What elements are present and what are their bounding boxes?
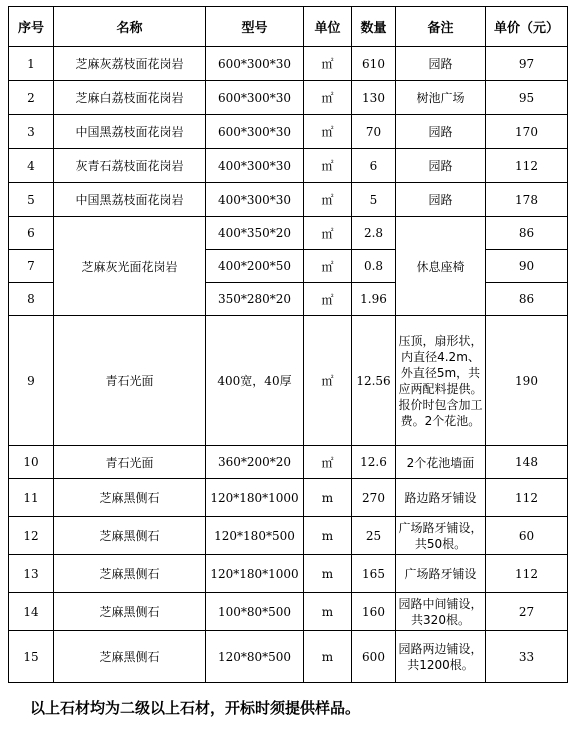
row-name: 芝麻黑侧石	[54, 517, 206, 555]
row-price: 112	[486, 149, 568, 183]
row-unit: ㎡	[304, 183, 352, 217]
row-quantity: 2.8	[352, 217, 396, 250]
row-quantity: 12.56	[352, 316, 396, 446]
row-index: 3	[9, 115, 54, 149]
row-note: 园路	[396, 115, 486, 149]
table-row	[9, 479, 568, 517]
row-index: 13	[9, 555, 54, 593]
row-unit: m	[304, 631, 352, 683]
row-note: 园路	[396, 149, 486, 183]
row-price: 190	[486, 316, 568, 446]
row-name: 芝麻灰光面花岗岩	[54, 217, 206, 316]
row-unit: ㎡	[304, 115, 352, 149]
row-model: 120*180*1000	[206, 479, 304, 517]
row-index: 11	[9, 479, 54, 517]
row-price: 86	[486, 283, 568, 316]
table-row	[9, 316, 568, 446]
header-unit-price: 单价（元）	[486, 7, 568, 47]
row-name: 青石光面	[54, 446, 206, 479]
row-quantity: 600	[352, 631, 396, 683]
row-note: 园路	[396, 183, 486, 217]
row-index: 1	[9, 47, 54, 81]
row-index: 9	[9, 316, 54, 446]
row-model: 100*80*500	[206, 593, 304, 631]
header-note: 备注	[396, 7, 486, 47]
row-name: 芝麻黑侧石	[54, 479, 206, 517]
row-note: 压顶，扇形状，内直径4.2m、外直径5m，共应两配料提供。报价时包含加工费。2个花池。	[396, 316, 486, 446]
row-unit: ㎡	[304, 446, 352, 479]
table-row	[9, 517, 568, 555]
stone-price-table	[8, 6, 568, 683]
row-name: 中国黑荔枝面花岗岩	[54, 115, 206, 149]
row-quantity: 6	[352, 149, 396, 183]
row-quantity: 0.8	[352, 250, 396, 283]
row-index: 6	[9, 217, 54, 250]
header-model: 型号	[206, 7, 304, 47]
table-row	[9, 446, 568, 479]
row-price: 33	[486, 631, 568, 683]
row-price: 95	[486, 81, 568, 115]
row-note: 园路两边铺设，共1200根。	[396, 631, 486, 683]
row-note: 树池广场	[396, 81, 486, 115]
header-quantity: 数量	[352, 7, 396, 47]
row-price: 97	[486, 47, 568, 81]
row-note: 2个花池墙面	[396, 446, 486, 479]
table-row	[9, 217, 568, 250]
row-unit: ㎡	[304, 283, 352, 316]
row-model: 400*200*50	[206, 250, 304, 283]
row-price: 148	[486, 446, 568, 479]
header-row	[9, 7, 568, 47]
row-quantity: 610	[352, 47, 396, 81]
row-name: 中国黑荔枝面花岗岩	[54, 183, 206, 217]
row-index: 2	[9, 81, 54, 115]
row-model: 400*350*20	[206, 217, 304, 250]
row-unit: ㎡	[304, 250, 352, 283]
table-row	[9, 81, 568, 115]
row-model: 600*300*30	[206, 115, 304, 149]
row-quantity: 160	[352, 593, 396, 631]
row-model: 400*300*30	[206, 183, 304, 217]
table-row	[9, 183, 568, 217]
row-price: 90	[486, 250, 568, 283]
row-unit: ㎡	[304, 217, 352, 250]
row-note: 路边路牙铺设	[396, 479, 486, 517]
row-index: 12	[9, 517, 54, 555]
row-price: 178	[486, 183, 568, 217]
footnote: 以上石材均为二级以上石材，开标时须提供样品。	[30, 699, 361, 717]
row-quantity: 165	[352, 555, 396, 593]
header-index: 序号	[9, 7, 54, 47]
header-unit: 单位	[304, 7, 352, 47]
row-name: 芝麻黑侧石	[54, 555, 206, 593]
row-note: 广场路牙铺设	[396, 555, 486, 593]
row-price: 112	[486, 555, 568, 593]
row-note: 广场路牙铺设，共50根。	[396, 517, 486, 555]
row-quantity: 25	[352, 517, 396, 555]
row-price: 112	[486, 479, 568, 517]
header-name: 名称	[54, 7, 206, 47]
row-index: 8	[9, 283, 54, 316]
row-note: 园路中间铺设，共320根。	[396, 593, 486, 631]
row-index: 15	[9, 631, 54, 683]
row-unit: m	[304, 517, 352, 555]
row-model: 120*180*500	[206, 517, 304, 555]
table-row	[9, 593, 568, 631]
row-quantity: 130	[352, 81, 396, 115]
row-price: 170	[486, 115, 568, 149]
row-model: 600*300*30	[206, 47, 304, 81]
row-quantity: 70	[352, 115, 396, 149]
row-index: 14	[9, 593, 54, 631]
row-name: 灰青石荔枝面花岗岩	[54, 149, 206, 183]
row-name: 芝麻黑侧石	[54, 631, 206, 683]
row-quantity: 270	[352, 479, 396, 517]
row-unit: ㎡	[304, 316, 352, 446]
row-model: 350*280*20	[206, 283, 304, 316]
row-quantity: 5	[352, 183, 396, 217]
row-price: 27	[486, 593, 568, 631]
table-row	[9, 555, 568, 593]
row-model: 400*300*30	[206, 149, 304, 183]
table-row	[9, 149, 568, 183]
row-name: 芝麻灰荔枝面花岗岩	[54, 47, 206, 81]
row-unit: m	[304, 593, 352, 631]
table-row	[9, 631, 568, 683]
row-model: 120*80*500	[206, 631, 304, 683]
row-index: 4	[9, 149, 54, 183]
table-row	[9, 47, 568, 81]
row-quantity: 1.96	[352, 283, 396, 316]
table-row	[9, 115, 568, 149]
row-price: 60	[486, 517, 568, 555]
row-model: 120*180*1000	[206, 555, 304, 593]
row-price: 86	[486, 217, 568, 250]
row-model: 400宽，40厚	[206, 316, 304, 446]
row-unit: m	[304, 555, 352, 593]
row-index: 10	[9, 446, 54, 479]
row-index: 5	[9, 183, 54, 217]
row-unit: ㎡	[304, 149, 352, 183]
row-note: 园路	[396, 47, 486, 81]
row-unit: ㎡	[304, 81, 352, 115]
row-quantity: 12.6	[352, 446, 396, 479]
row-model: 600*300*30	[206, 81, 304, 115]
row-name: 青石光面	[54, 316, 206, 446]
row-unit: ㎡	[304, 47, 352, 81]
row-name: 芝麻黑侧石	[54, 593, 206, 631]
row-name: 芝麻白荔枝面花岗岩	[54, 81, 206, 115]
row-unit: m	[304, 479, 352, 517]
row-index: 7	[9, 250, 54, 283]
row-note: 休息座椅	[396, 217, 486, 316]
row-model: 360*200*20	[206, 446, 304, 479]
